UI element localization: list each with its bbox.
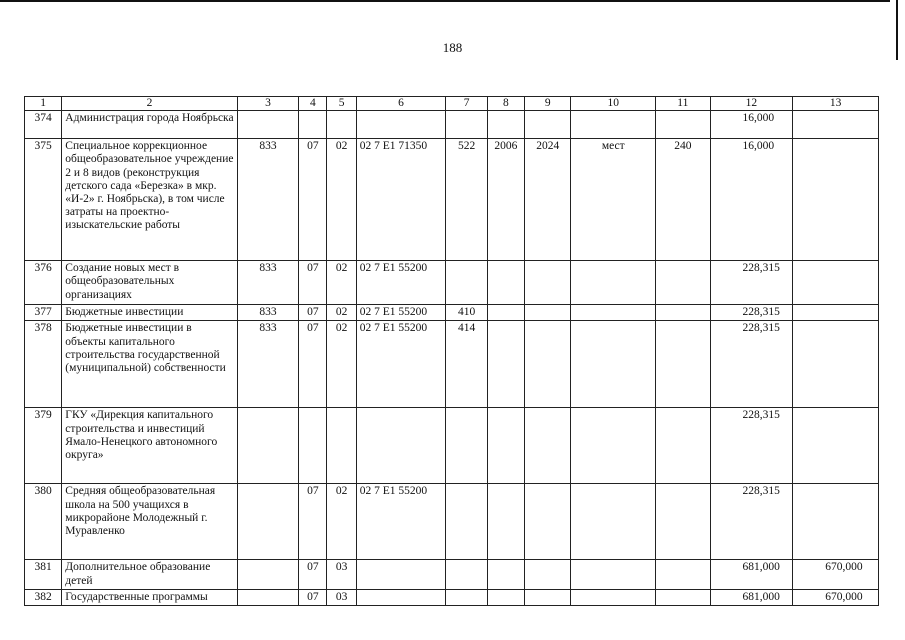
cell-c13 bbox=[793, 139, 879, 261]
cell-c13 bbox=[793, 484, 879, 560]
cell-c10 bbox=[571, 560, 656, 589]
cell-c5: 02 bbox=[327, 305, 356, 321]
row-number: 374 bbox=[25, 111, 62, 139]
cell-c8 bbox=[487, 111, 524, 139]
cell-c8 bbox=[487, 261, 524, 305]
cell-c9 bbox=[525, 111, 571, 139]
cell-c7: 522 bbox=[446, 139, 487, 261]
cell-c13 bbox=[793, 408, 879, 484]
cell-c10 bbox=[571, 589, 656, 605]
cell-c11 bbox=[656, 111, 710, 139]
cell-c6: 02 7 Е1 55200 bbox=[356, 321, 446, 408]
cell-c5: 02 bbox=[327, 321, 356, 408]
row-name: Создание новых мест в общеобразовательных организациях bbox=[62, 261, 237, 305]
row-name: Государственные программы bbox=[62, 589, 237, 605]
cell-c4 bbox=[299, 111, 327, 139]
cell-c6: 02 7 Е1 55200 bbox=[356, 305, 446, 321]
header-cell: 8 bbox=[487, 97, 524, 111]
cell-c3: 833 bbox=[237, 305, 299, 321]
cell-c6 bbox=[356, 408, 446, 484]
cell-c13: 670,000 bbox=[793, 560, 879, 589]
cell-c13 bbox=[793, 321, 879, 408]
cell-c6 bbox=[356, 589, 446, 605]
cell-c11: 240 bbox=[656, 139, 710, 261]
row-name: Администрация города Ноябрьска bbox=[62, 111, 237, 139]
cell-c13: 670,000 bbox=[793, 589, 879, 605]
cell-c3: 833 bbox=[237, 261, 299, 305]
cell-c13 bbox=[793, 111, 879, 139]
cell-c12: 228,315 bbox=[710, 321, 793, 408]
table-row bbox=[25, 111, 879, 139]
cell-c7 bbox=[446, 560, 487, 589]
table-row bbox=[25, 321, 879, 408]
table-row bbox=[25, 305, 879, 321]
cell-c7 bbox=[446, 111, 487, 139]
cell-c7 bbox=[446, 261, 487, 305]
cell-c7: 414 bbox=[446, 321, 487, 408]
cell-c8 bbox=[487, 305, 524, 321]
cell-c9 bbox=[525, 484, 571, 560]
cell-c8 bbox=[487, 560, 524, 589]
header-cell: 4 bbox=[299, 97, 327, 111]
cell-c4 bbox=[299, 408, 327, 484]
header-cell: 10 bbox=[571, 97, 656, 111]
header-cell: 7 bbox=[446, 97, 487, 111]
row-number: 382 bbox=[25, 589, 62, 605]
row-number: 375 bbox=[25, 139, 62, 261]
cell-c5: 02 bbox=[327, 261, 356, 305]
top-rule bbox=[0, 0, 890, 2]
cell-c12: 681,000 bbox=[710, 589, 793, 605]
cell-c7: 410 bbox=[446, 305, 487, 321]
header-cell: 11 bbox=[656, 97, 710, 111]
table-row bbox=[25, 589, 879, 605]
table-row bbox=[25, 408, 879, 484]
cell-c11 bbox=[656, 321, 710, 408]
row-name: Бюджетные инвестиции в объекты капитального строительства государственной (муниципальной) собственности bbox=[62, 321, 237, 408]
row-number: 378 bbox=[25, 321, 62, 408]
cell-c3 bbox=[237, 560, 299, 589]
cell-c11 bbox=[656, 408, 710, 484]
cell-c3 bbox=[237, 484, 299, 560]
cell-c10 bbox=[571, 484, 656, 560]
cell-c12: 16,000 bbox=[710, 111, 793, 139]
cell-c8 bbox=[487, 408, 524, 484]
budget-table bbox=[24, 96, 879, 606]
cell-c5: 02 bbox=[327, 484, 356, 560]
row-number: 379 bbox=[25, 408, 62, 484]
header-cell: 1 bbox=[25, 97, 62, 111]
cell-c6: 02 7 Е1 55200 bbox=[356, 484, 446, 560]
cell-c12: 16,000 bbox=[710, 139, 793, 261]
cell-c5 bbox=[327, 111, 356, 139]
cell-c10 bbox=[571, 305, 656, 321]
cell-c4: 07 bbox=[299, 484, 327, 560]
cell-c3 bbox=[237, 408, 299, 484]
cell-c12: 228,315 bbox=[710, 305, 793, 321]
cell-c10 bbox=[571, 321, 656, 408]
header-cell: 9 bbox=[525, 97, 571, 111]
cell-c7 bbox=[446, 484, 487, 560]
cell-c6: 02 7 Е1 55200 bbox=[356, 261, 446, 305]
cell-c8 bbox=[487, 589, 524, 605]
cell-c4: 07 bbox=[299, 305, 327, 321]
cell-c12: 228,315 bbox=[710, 484, 793, 560]
header-cell: 13 bbox=[793, 97, 879, 111]
cell-c8 bbox=[487, 484, 524, 560]
cell-c12: 228,315 bbox=[710, 408, 793, 484]
cell-c11 bbox=[656, 261, 710, 305]
cell-c10: мест bbox=[571, 139, 656, 261]
cell-c13 bbox=[793, 305, 879, 321]
cell-c6 bbox=[356, 560, 446, 589]
cell-c8: 2006 bbox=[487, 139, 524, 261]
cell-c5: 02 bbox=[327, 139, 356, 261]
cell-c11 bbox=[656, 589, 710, 605]
row-number: 381 bbox=[25, 560, 62, 589]
header-row bbox=[25, 97, 879, 111]
cell-c9 bbox=[525, 408, 571, 484]
row-name: Бюджетные инвестиции bbox=[62, 305, 237, 321]
cell-c6: 02 7 Е1 71350 bbox=[356, 139, 446, 261]
cell-c11 bbox=[656, 305, 710, 321]
row-name: Средняя общеобразовательная школа на 500 учащихся в микрорайоне Молодежный г. Муравленко bbox=[62, 484, 237, 560]
table-row bbox=[25, 484, 879, 560]
page-number: 188 bbox=[442, 40, 463, 55]
cell-c9 bbox=[525, 321, 571, 408]
cell-c4: 07 bbox=[299, 139, 327, 261]
header-cell: 5 bbox=[327, 97, 356, 111]
header-cell: 12 bbox=[710, 97, 793, 111]
cell-c5: 03 bbox=[327, 589, 356, 605]
cell-c10 bbox=[571, 261, 656, 305]
cell-c13 bbox=[793, 261, 879, 305]
cell-c3 bbox=[237, 111, 299, 139]
cell-c3: 833 bbox=[237, 139, 299, 261]
cell-c7 bbox=[446, 589, 487, 605]
cell-c9 bbox=[525, 261, 571, 305]
cell-c7 bbox=[446, 408, 487, 484]
cell-c4: 07 bbox=[299, 560, 327, 589]
cell-c8 bbox=[487, 321, 524, 408]
cell-c5: 03 bbox=[327, 560, 356, 589]
cell-c9: 2024 bbox=[525, 139, 571, 261]
row-name: Специальное коррекционное общеобразовательное учреждение 2 и 8 видов (реконструкция детского сада «Березка» в мкр. «И-2» г. Ноябрьска), в том числе затраты на проектно-изыскательские работы bbox=[62, 139, 237, 261]
header-cell: 6 bbox=[356, 97, 446, 111]
cell-c10 bbox=[571, 408, 656, 484]
cell-c9 bbox=[525, 560, 571, 589]
cell-c3: 833 bbox=[237, 321, 299, 408]
cell-c12: 228,315 bbox=[710, 261, 793, 305]
row-number: 377 bbox=[25, 305, 62, 321]
row-number: 376 bbox=[25, 261, 62, 305]
table-row bbox=[25, 139, 879, 261]
cell-c10 bbox=[571, 111, 656, 139]
cell-c9 bbox=[525, 589, 571, 605]
cell-c12: 681,000 bbox=[710, 560, 793, 589]
cell-c4: 07 bbox=[299, 321, 327, 408]
cell-c9 bbox=[525, 305, 571, 321]
table-row bbox=[25, 560, 879, 589]
cell-c11 bbox=[656, 484, 710, 560]
row-name: Дополнительное образование детей bbox=[62, 560, 237, 589]
cell-c5 bbox=[327, 408, 356, 484]
cell-c11 bbox=[656, 560, 710, 589]
row-number: 380 bbox=[25, 484, 62, 560]
cell-c6 bbox=[356, 111, 446, 139]
row-name: ГКУ «Дирекция капитального строительства и инвестиций Ямало-Ненецкого автономного округа» bbox=[62, 408, 237, 484]
cell-c4: 07 bbox=[299, 589, 327, 605]
cell-c4: 07 bbox=[299, 261, 327, 305]
header-cell: 3 bbox=[237, 97, 299, 111]
cell-c3 bbox=[237, 589, 299, 605]
header-cell: 2 bbox=[62, 97, 237, 111]
table-row bbox=[25, 261, 879, 305]
